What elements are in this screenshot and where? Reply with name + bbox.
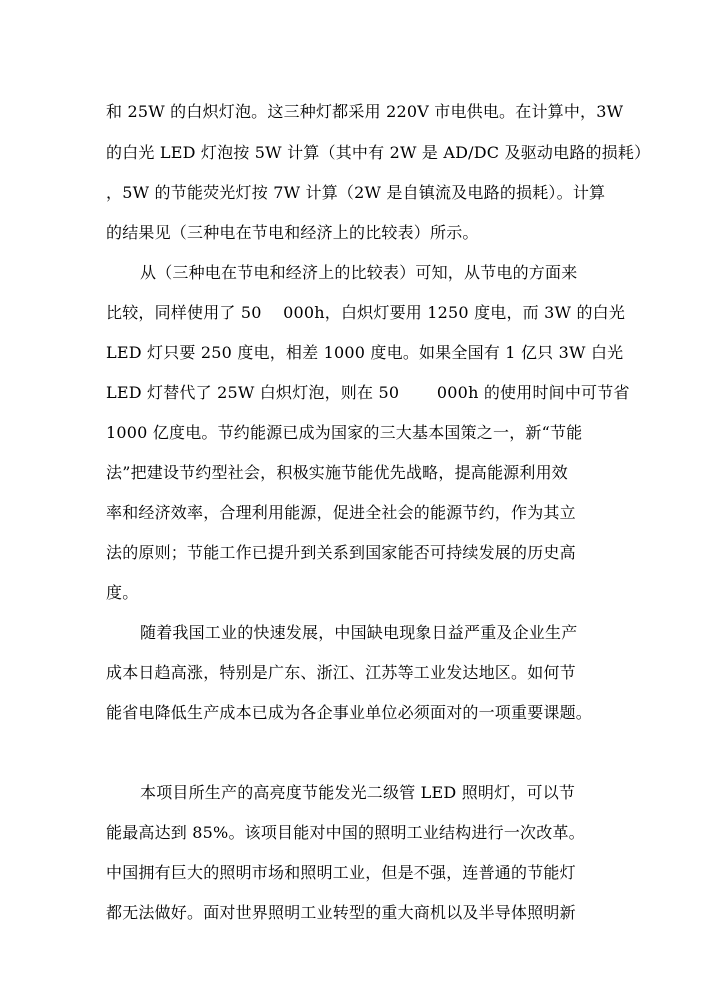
- text-line: 能省电降低生产成本已成为各企事业单位必须面对的一项重要课题。: [106, 703, 593, 722]
- text-line: 1000 亿度电。节约能源已成为国家的三大基本国策之一，新“节能: [106, 423, 583, 442]
- text-line: 能最高达到 85%。该项目能对中国的照明工业结构进行一次改革。: [106, 823, 585, 842]
- text-line: 法”把建设节约型社会，积极实施节能优先战略，提高能源利用效: [106, 463, 568, 482]
- text-line: 本项目所生产的高亮度节能发光二级管 LED 照明灯，可以节: [140, 783, 576, 802]
- text-line: 法的原则；节能工作已提升到关系到国家能否可持续发展的历史高: [106, 543, 576, 562]
- text-line: 的白光 LED 灯泡按 5W 计算（其中有 2W 是 AD/DC 及驱动电路的损耗）: [106, 143, 651, 162]
- text-line: 率和经济效率，合理利用能源，促进全社会的能源节约，作为其立: [106, 503, 576, 522]
- text-line: 中国拥有巨大的照明市场和照明工业，但是不强，连普通的节能灯: [106, 863, 576, 882]
- text-line: 成本日趋高涨，特别是广东、浙江、江苏等工业发达地区。如何节: [106, 663, 576, 682]
- text-line: 和 25W 的白炽灯泡。这三种灯都采用 220V 市电供电。在计算中，3W: [106, 102, 624, 121]
- text-line: 比较，同样使用了 50 000h，白炽灯要用 1250 度电，而 3W 的白光: [106, 303, 626, 322]
- text-line: 随着我国工业的快速发展，中国缺电现象日益严重及企业生产: [140, 623, 578, 642]
- text-line: ，5W 的节能荧光灯按 7W 计算（2W 是自镇流及电路的损耗）。计算: [106, 183, 606, 202]
- text-line: LED 灯只要 250 度电，相差 1000 度电。如果全国有 1 亿只 3W 白光: [106, 343, 624, 362]
- text-line: LED 灯替代了 25W 白炽灯泡，则在 50 000h 的使用时间中可节省: [106, 383, 630, 402]
- text-line: 的结果见（三种电在节电和经济上的比较表）所示。: [106, 223, 479, 242]
- text-line: 度。: [106, 583, 139, 602]
- text-line: 都无法做好。面对世界照明工业转型的重大商机以及半导体照明新: [106, 903, 576, 922]
- text-line: 从（三种电在节电和经济上的比较表）可知，从节电的方面来: [140, 263, 578, 282]
